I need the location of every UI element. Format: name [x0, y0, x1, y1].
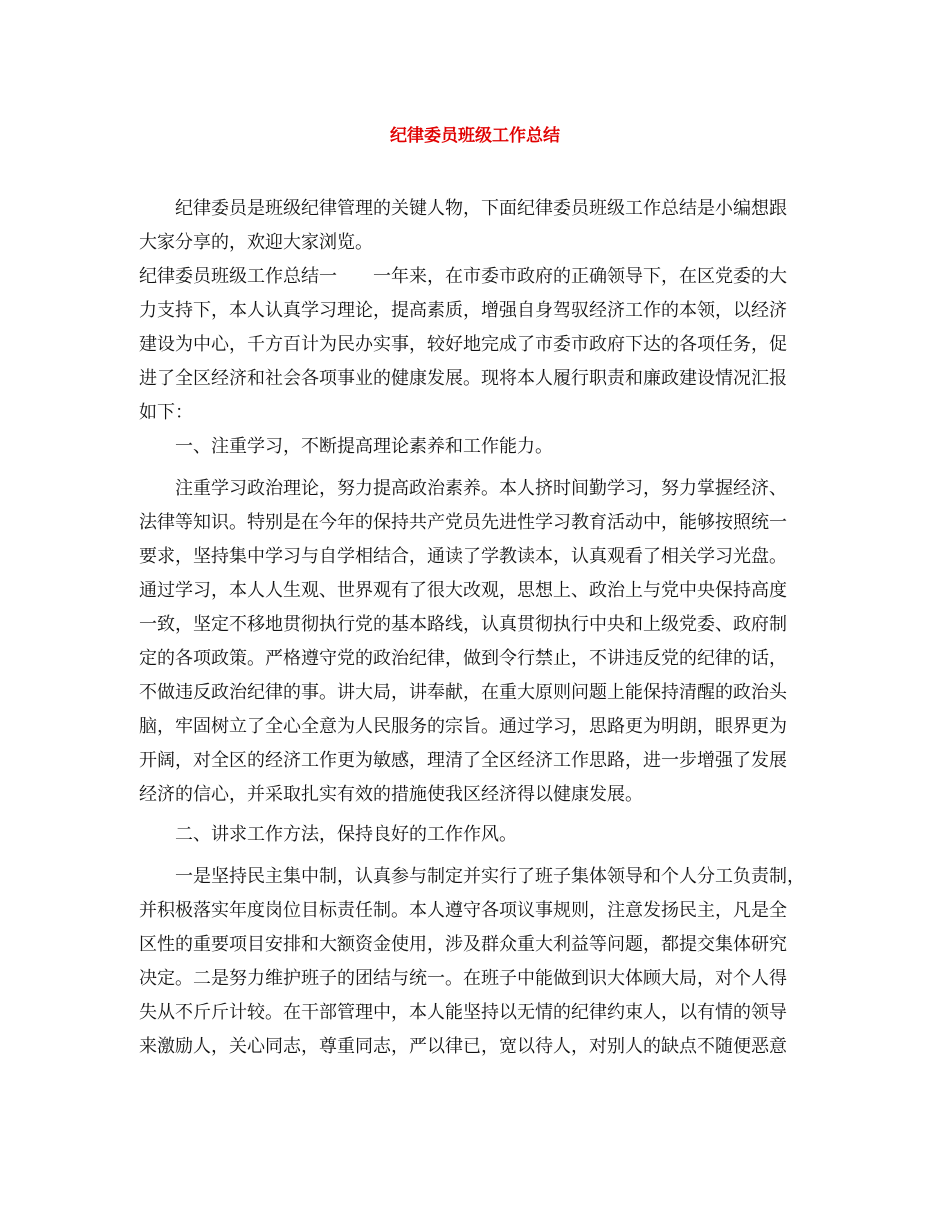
text-line: 区性的重要项目安排和大额资金使用，涉及群众重大利益等问题，都提交集体研究 — [139, 934, 787, 955]
text-line: 通过学习，本人人生观、世界观有了很大改观，思想上、政治上与党中央保持高度 — [139, 580, 787, 601]
text-line: 不做违反政治纪律的事。讲大局，讲奉献，在重大原则问题上能保持清醒的政治头 — [139, 682, 787, 703]
text-line: 建设为中心，千方百计为民办实事，较好地完成了市委市政府下达的各项任务，促 — [139, 334, 787, 355]
section-heading: 一、注重学习，不断提高理论素养和工作能力。 — [175, 436, 553, 457]
text-line: 失从不斤斤计较。在干部管理中，本人能坚持以无情的纪律约束人，以有情的领导 — [139, 1002, 787, 1023]
text-line: 要求，坚持集中学习与自学相结合，通读了学教读本，认真观看了相关学习光盘。 — [139, 546, 787, 567]
text-line: 法律等知识。特别是在今年的保持共产党员先进性学习教育活动中，能够按照统一 — [139, 512, 787, 533]
text-line: 力支持下，本人认真学习理论，提高素质，增强自身驾驭经济工作的本领，以经济 — [139, 300, 787, 321]
text-line: 并积极落实年度岗位目标责任制。本人遵守各项议事规则，注意发扬民主，凡是全 — [139, 900, 787, 921]
text-line: 一是坚持民主集中制，认真参与制定并实行了班子集体领导和个人分工负责制， — [175, 866, 805, 887]
text-line: 大家分享的，欢迎大家浏览。 — [139, 232, 373, 253]
text-line: 脑，牢固树立了全心全意为人民服务的宗旨。通过学习，思路更为明朗，眼界更为 — [139, 716, 787, 737]
text-line: 定的各项政策。严格遵守党的政治纪律，做到令行禁止，不讲违反党的纪律的话， — [139, 648, 787, 669]
text-line: 纪律委员是班级纪律管理的关键人物，下面纪律委员班级工作总结是小编想跟 — [175, 198, 787, 219]
text-line: 进了全区经济和社会各项事业的健康发展。现将本人履行职责和廉政建设情况汇报 — [139, 368, 787, 389]
text-line: 注重学习政治理论，努力提高政治素养。本人挤时间勤学习，努力掌握经济、 — [175, 478, 787, 499]
text-line: 开阔，对全区的经济工作更为敏感，理清了全区经济工作思路，进一步增强了发展 — [139, 750, 787, 771]
text-line: 决定。二是努力维护班子的团结与统一。在班子中能做到识大体顾大局，对个人得 — [139, 968, 787, 989]
text-line: 经济的信心，并采取扎实有效的措施使我区经济得以健康发展。 — [139, 784, 643, 805]
text-line: 如下： — [139, 402, 193, 423]
section-heading: 二、讲求工作方法，保持良好的工作作风。 — [175, 824, 517, 845]
document-title: 纪律委员班级工作总结 — [390, 126, 560, 146]
text-line: 来激励人，关心同志，尊重同志，严以律已，宽以待人，对别人的缺点不随便恶意 — [139, 1036, 787, 1057]
text-line: 一致，坚定不移地贯彻执行党的基本路线，认真贯彻执行中央和上级党委、政府制 — [139, 614, 787, 635]
text-line: 纪律委员班级工作总结一 一年来，在市委市政府的正确领导下，在区党委的大 — [139, 266, 787, 287]
